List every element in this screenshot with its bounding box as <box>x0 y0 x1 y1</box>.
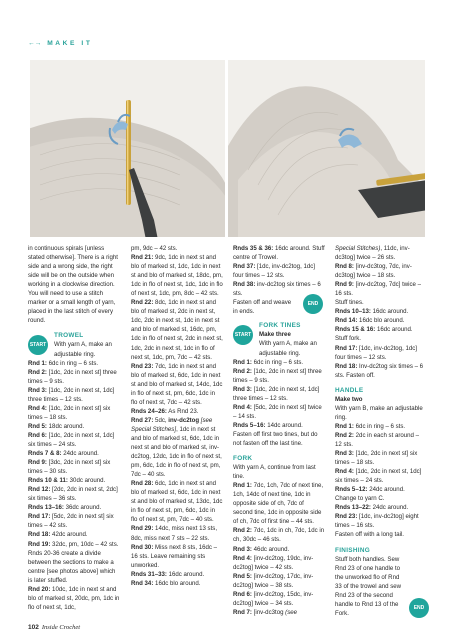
round-line: Rnds 15 & 16: 16dc around. <box>335 326 413 334</box>
finishing-text: Stuff both handles. Sew Rnd 23 of one handle to the unworked flo of Rnd 33 of the trowel and sew Rnd 23 of the second handle to Rnd 13 of the Fork. <box>335 555 402 617</box>
round-line: Rnd 2: [1dc, 2dc in next st] three times – 9 sts. <box>233 367 322 384</box>
round-line: Rnd 5: 18dc around. <box>28 422 85 430</box>
start-badge: START <box>28 335 48 355</box>
end-badge-2: END <box>409 598 429 618</box>
column-4 <box>335 244 427 618</box>
round-line: Rnd 5: [inv-dc2tog, 17dc, inv-dc2tog] twice – 38 sts. <box>233 572 314 589</box>
stuff-tines: Stuff tines. <box>335 299 364 307</box>
trowel-heading <box>28 331 120 358</box>
column-1 <box>28 244 120 612</box>
round-line: Rnd 2: 7dc, 1dc in ch, 7dc, 1dc in ch, 30dc – 46 sts. <box>233 527 325 544</box>
round-line: Rnd 1: 6dc in ring – 6 sts. <box>335 422 406 430</box>
intro-text: in continuous spirals [unless stated otherwise]. There is a right side and a wrong side, the right side will be on the outside when working in a clockwise direction. You will need to use a stitch marker or a small length of yarn, placed in the last stitch of every round. <box>28 245 118 325</box>
fork-tines-title: FORK TINES <box>259 322 301 330</box>
fork-tines-heading <box>233 321 325 357</box>
handle-rounds-2 <box>335 503 427 530</box>
page-number: 102 <box>28 624 39 631</box>
round-line: Rnds 13–16: 36dc around. <box>28 504 102 512</box>
fasten-tail: Fasten off with a long tail. <box>335 531 404 539</box>
round-line: Rnd 1: 6dc in ring – 6 sts. <box>28 359 99 367</box>
fork-rounds <box>233 481 325 617</box>
round-line: Rnd 8: [inv-dc3tog, 7dc, inv-dc3tog] twice – 18 sts. <box>335 263 412 280</box>
fork-title: FORK <box>233 455 253 463</box>
fasten-block <box>233 298 325 316</box>
fork-intro: With yarn A, continue from last tine. <box>233 464 316 481</box>
header-label: MAKE IT <box>47 40 93 47</box>
change-yarn: Change to yarn C. <box>335 495 385 503</box>
round-line: Rnd 18: 42dc around. <box>28 531 88 539</box>
round-line: Rnds 5–12: 24dc around. <box>335 486 405 494</box>
round-line: Rnd 4: [inv-dc2tog, 19dc, inv-dc2tog] twice – 42 sts. <box>233 554 314 571</box>
trowel-rounds <box>28 359 120 549</box>
make-three: Make three <box>259 331 291 339</box>
tines-intro: With yarn A, make an adjustable ring. <box>259 340 317 357</box>
round-20: Rnd 20: 10dc, 1dc in next st and blo of marked st, 20dc, pm, 1dc in flo of next st, 1dc, <box>28 585 120 611</box>
handle-rounds <box>335 422 427 494</box>
magazine-name: Inside Crochet <box>41 624 81 631</box>
round-line: Rnds 31–33: 16dc around. <box>131 570 205 578</box>
round-line: Rnd 17: [5dc, 2dc in next st] six times – 42 sts. <box>28 513 114 530</box>
trowel-title: TROWEL <box>54 332 84 340</box>
make-two: Make two <box>335 395 363 403</box>
round-line: Rnd 22: 8dc, 1dc in next st and blo of marked st, 2dc in next st, 1dc, 2dc in next st, 1dc in next st and blo of marked st, 16dc, pm, 1dc in flo of next st, 2dc in next st, 1dc, 2dc in next st, 1dc in flo of next st, 1dc, pm, 7dc – 42 sts. <box>131 299 223 361</box>
trowel-rounds-cont <box>131 253 223 588</box>
round-line: Rnd 12: [2dc, 2dc in next st, 2dc] six times – 36 sts. <box>28 486 118 503</box>
section-header <box>28 40 93 47</box>
fork-rounds-cont-3 <box>335 344 427 380</box>
round-line: Rnd 29: 14dc, miss next 13 sts, 8dc, miss next 7 sts – 22 sts. <box>131 525 218 542</box>
round-line: Rnd 37: [1dc, inv-dc2tog, 1dc] four times – 12 sts. <box>233 263 315 280</box>
round-line: Rnd 6: [1dc, 2dc in next st, 1dc] six times – 24 sts. <box>28 431 115 448</box>
finishing-title: FINISHING <box>335 546 371 554</box>
tines-outro: Fasten off first two tines, but do not fasten off the last tine. <box>233 430 318 447</box>
end-badge: END <box>303 294 323 314</box>
round-line: Rnd 2: [1dc, 2dc in next st] three times – 9 sts. <box>28 368 117 385</box>
round-line: Rnds 10–13: 16dc around. <box>335 308 409 316</box>
column-3 <box>233 244 325 617</box>
start-badge-2: START <box>233 325 253 345</box>
round-line: Rnd 2: 2dc in each st around – 12 sts. <box>335 431 420 448</box>
pattern-text <box>28 244 428 617</box>
round-line: Rnd 21: 9dc, 1dc in next st and blo of marked st, 1dc, 1dc in next st and blo of marked st, 18dc, pm, 1dc in flo of next st, 1dc, 1dc in flo of next st, 1dc, pm, 8dc – 42 sts. <box>131 254 223 298</box>
handle-title: HANDLE <box>335 386 364 394</box>
round-line: Rnds 35 & 36: 16dc around. Stuff centre of Trowel. <box>233 245 325 262</box>
photo-strip <box>0 60 453 237</box>
tines-rounds <box>233 358 325 430</box>
round-line: Rnd 9: [inv-dc2tog, 7dc] twice – 16 sts. <box>335 281 422 298</box>
round-line: Rnds 5–16: 14dc around. <box>233 421 303 429</box>
finishing-block <box>335 555 427 618</box>
trowel-photo-right <box>228 60 425 237</box>
trowel-intro: With yarn A, make an adjustable ring. <box>54 341 112 358</box>
round-line: Rnd 3: [1dc, 2dc in next st, 1dc] three times – 12 sts. <box>233 385 320 402</box>
round-line: Rnd 27: 5dc, inv-dc2tog [see Special Stitches], 1dc in next st and blo of marked st, 6dc, 1dc in next st and blo of marked st, inv-dc2tog, 12dc, 1dc in flo of next st, pm, 6dc, 1dc in flo of next st, pm, 7dc – 40 sts. <box>131 416 222 479</box>
fork-rounds-cont <box>335 262 427 298</box>
round-line: Rnd 3: 46dc around. <box>233 545 290 553</box>
fasten-text: Fasten off and weave in ends. <box>233 299 292 316</box>
column-2 <box>131 244 223 588</box>
fork-rounds-cont-2 <box>335 307 427 334</box>
round-line: Rnd 4: [1dc, 2dc in next st] six times – 18 sts. <box>28 404 111 421</box>
round-line: Rnd 4: [1dc, 2dc in next st, 1dc] six times – 24 sts. <box>335 468 422 485</box>
round-line: Rnd 18: Inv-dc2tog six times – 6 sts. Fasten off. <box>335 362 424 379</box>
col2-pre: pm, 9dc – 42 sts. <box>131 245 178 252</box>
divide-note: Rnds 20-36 create a divide between the sections to make a centre [see photos above] which is later stuffed. <box>28 549 116 584</box>
round-line: Rnds 7 & 8: 24dc around. <box>28 450 99 458</box>
round-line: Rnd 1: 6dc in ring – 6 sts. <box>233 358 304 366</box>
arrows-icon: ←→ <box>28 40 42 47</box>
round-line: Rnd 34: 16dc blo around. <box>131 579 201 587</box>
round-line: Rnd 1: 7dc, 1ch, 7dc of next tine, 1ch, 14dc of next tine, 1dc in opposite side of ch, 7dc of second tine, 1dc in opposite side of ch, 7dc of first tine – 44 sts. <box>233 482 324 526</box>
round-line: Rnd 9: [3dc, 2dc in next st] six times – 30 sts. <box>28 459 111 476</box>
col4-pre: Special Stitches), 11dc, inv-dc3tog] twice – 26 sts. <box>335 245 410 262</box>
round-line: Rnd 19: 32dc, pm, 10dc – 42 sts. <box>28 540 119 548</box>
round-line: Rnds 24–26: As Rnd 23. <box>131 407 199 415</box>
stuff-fork: Stuff fork. <box>335 335 361 343</box>
round-line: Rnd 23: 7dc, 1dc in next st and blo of marked st, 6dc, 1dc in next st and blo of marked st, 14dc, 1dc in flo of next st, pm, 6dc, 1dc in flo of next st, 7dc – 42 sts. <box>131 362 223 406</box>
round-line: Rnd 30: Miss next 8 sts, 16dc – 16 sts. Leave remaining sts unworked. <box>131 543 218 569</box>
round-line: Rnd 14: 16dc blo around. <box>335 317 405 325</box>
round-line: Rnd 17: [1dc, inv-dc2tog, 1dc] four times – 12 sts. <box>335 344 417 361</box>
handle-intro: With yarn B, make an adjustable ring. <box>335 404 423 421</box>
trowel-finish-rounds <box>233 244 325 298</box>
round-line: Rnd 7: [inv-dc3tog (see <box>233 608 298 616</box>
round-line: Rnds 10 & 11: 30dc around. <box>28 477 106 485</box>
page-footer <box>28 624 80 631</box>
round-line: Rnd 3: [1dc, 2dc in next st, 1dc] three times – 12 sts. <box>28 386 115 403</box>
round-line: Rnd 6: [inv-dc2tog, 15dc, inv-dc2tog] twice – 34 sts. <box>233 590 314 607</box>
round-line: Rnd 4: [5dc, 2dc in next st] twice – 14 sts. <box>233 403 322 420</box>
round-line: Rnd 28: 6dc, 1dc in next st and blo of marked st, 6dc, 1dc in next st and blo of marked st, 13dc, 1dc in flo of next st, pm, 6dc, 1dc in flo of next st, pm, 7dc – 40 sts. <box>131 480 223 524</box>
round-line: Rnd 23: [1dc, inv-dc2tog] eight times – 16 sts. <box>335 513 419 530</box>
round-line: Rnd 38: inv-dc2tog six times – 6 sts. <box>233 281 321 298</box>
trowel-photo-left <box>30 60 225 237</box>
round-line: Rnds 13–22: 24dc around. <box>335 504 409 512</box>
round-line: Rnd 3: [1dc, 2dc in next st] six times – 18 sts. <box>335 450 418 467</box>
